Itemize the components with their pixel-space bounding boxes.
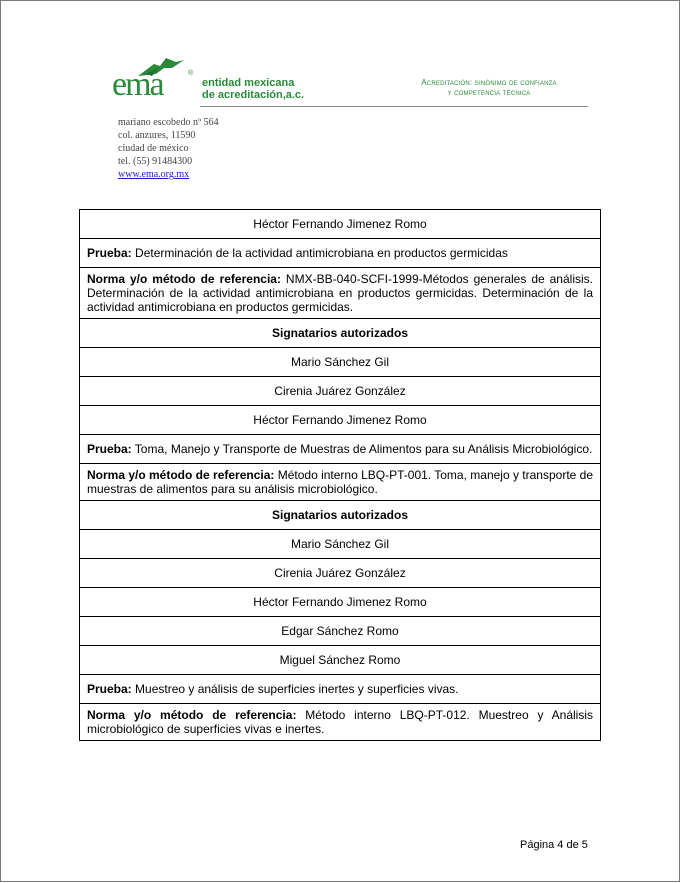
signatory-name: Héctor Fernando Jimenez Romo — [80, 406, 601, 435]
table-row — [80, 210, 601, 239]
table-row — [80, 406, 601, 435]
registered-mark: ® — [188, 70, 194, 77]
signatory-name: Miguel Sánchez Romo — [80, 646, 601, 675]
table-row — [80, 319, 601, 348]
reference-label: Norma y/o método de referencia: — [87, 272, 281, 286]
table-row — [80, 268, 601, 319]
reference-text: NMX-BB-040-SCFI-1999-Métodos generales de análisis. Determinación de la actividad antimicrobiana en productos germicidas. Determinación de la actividad antimicrobiana en productos germicidas. — [87, 272, 593, 314]
signatory-name: Mario Sánchez Gil — [80, 348, 601, 377]
signatory-name: Edgar Sánchez Romo — [80, 617, 601, 646]
website-link[interactable]: www.ema.org.mx — [118, 169, 190, 180]
org-name-line2: de acreditación,a.c. — [202, 89, 305, 101]
test-description — [80, 239, 601, 268]
org-name-line1: entidad mexicana — [202, 77, 295, 89]
reference-label: Norma y/o método de referencia: — [87, 708, 297, 722]
signatory-name: Héctor Fernando Jimenez Romo — [80, 210, 601, 239]
address-city: ciudad de méxico — [118, 143, 189, 154]
tagline — [390, 78, 588, 98]
header-divider — [200, 106, 588, 107]
reference-label: Norma y/o método de referencia: — [87, 468, 275, 482]
test-text: Determinación de la actividad antimicrobiana en productos germicidas — [131, 246, 508, 260]
tagline-line2: y competencia técnica — [447, 88, 531, 97]
signatory-name: Cirenia Juárez González — [80, 377, 601, 406]
logo-wordmark: ema — [112, 66, 163, 103]
address-colony: col. anzures, 11590 — [118, 130, 196, 141]
accreditation-table — [79, 209, 601, 741]
page-number: Página 4 de 5 — [520, 839, 588, 851]
test-label: Prueba: — [87, 682, 132, 696]
table-row — [80, 588, 601, 617]
reference-method — [80, 464, 601, 501]
table-row — [80, 704, 601, 741]
test-text: Muestreo y análisis de superficies inertes y superficies vivas. — [131, 682, 459, 696]
signatories-heading: Signatarios autorizados — [80, 319, 601, 348]
table-row — [80, 530, 601, 559]
table-row — [80, 464, 601, 501]
table-row — [80, 435, 601, 464]
test-description — [80, 675, 601, 704]
test-label: Prueba: — [87, 246, 132, 260]
signatory-name: Mario Sánchez Gil — [80, 530, 601, 559]
test-label: Prueba: — [87, 442, 132, 456]
reference-method — [80, 704, 601, 741]
table-row — [80, 617, 601, 646]
signatory-name: Cirenia Juárez González — [80, 559, 601, 588]
table-row — [80, 646, 601, 675]
reference-text: Método interno LBQ-PT-012. Muestreo y Análisis microbiológico de superficies vivas e inertes. — [87, 708, 593, 736]
table-row — [80, 559, 601, 588]
table-row — [80, 239, 601, 268]
address-street: mariano escobedo nº 564 — [118, 117, 219, 128]
table-row — [80, 348, 601, 377]
test-description — [80, 435, 601, 464]
reference-method — [80, 268, 601, 319]
reference-text: Método interno LBQ-PT-001. Toma, manejo y transporte de muestras de alimentos para su análisis microbiológico. — [87, 468, 594, 496]
table-row — [80, 501, 601, 530]
table-row — [80, 377, 601, 406]
address-block — [118, 116, 219, 181]
test-text: Toma, Manejo y Transporte de Muestras de Alimentos para su Análisis Microbiológico. — [131, 442, 593, 456]
address-phone: tel. (55) 91484300 — [118, 156, 193, 167]
signatory-name: Héctor Fernando Jimenez Romo — [80, 588, 601, 617]
organization-name — [202, 77, 304, 101]
tagline-line1: Acreditación: sinónimo de confianza — [421, 78, 557, 87]
signatories-heading: Signatarios autorizados — [80, 501, 601, 530]
table-row — [80, 675, 601, 704]
